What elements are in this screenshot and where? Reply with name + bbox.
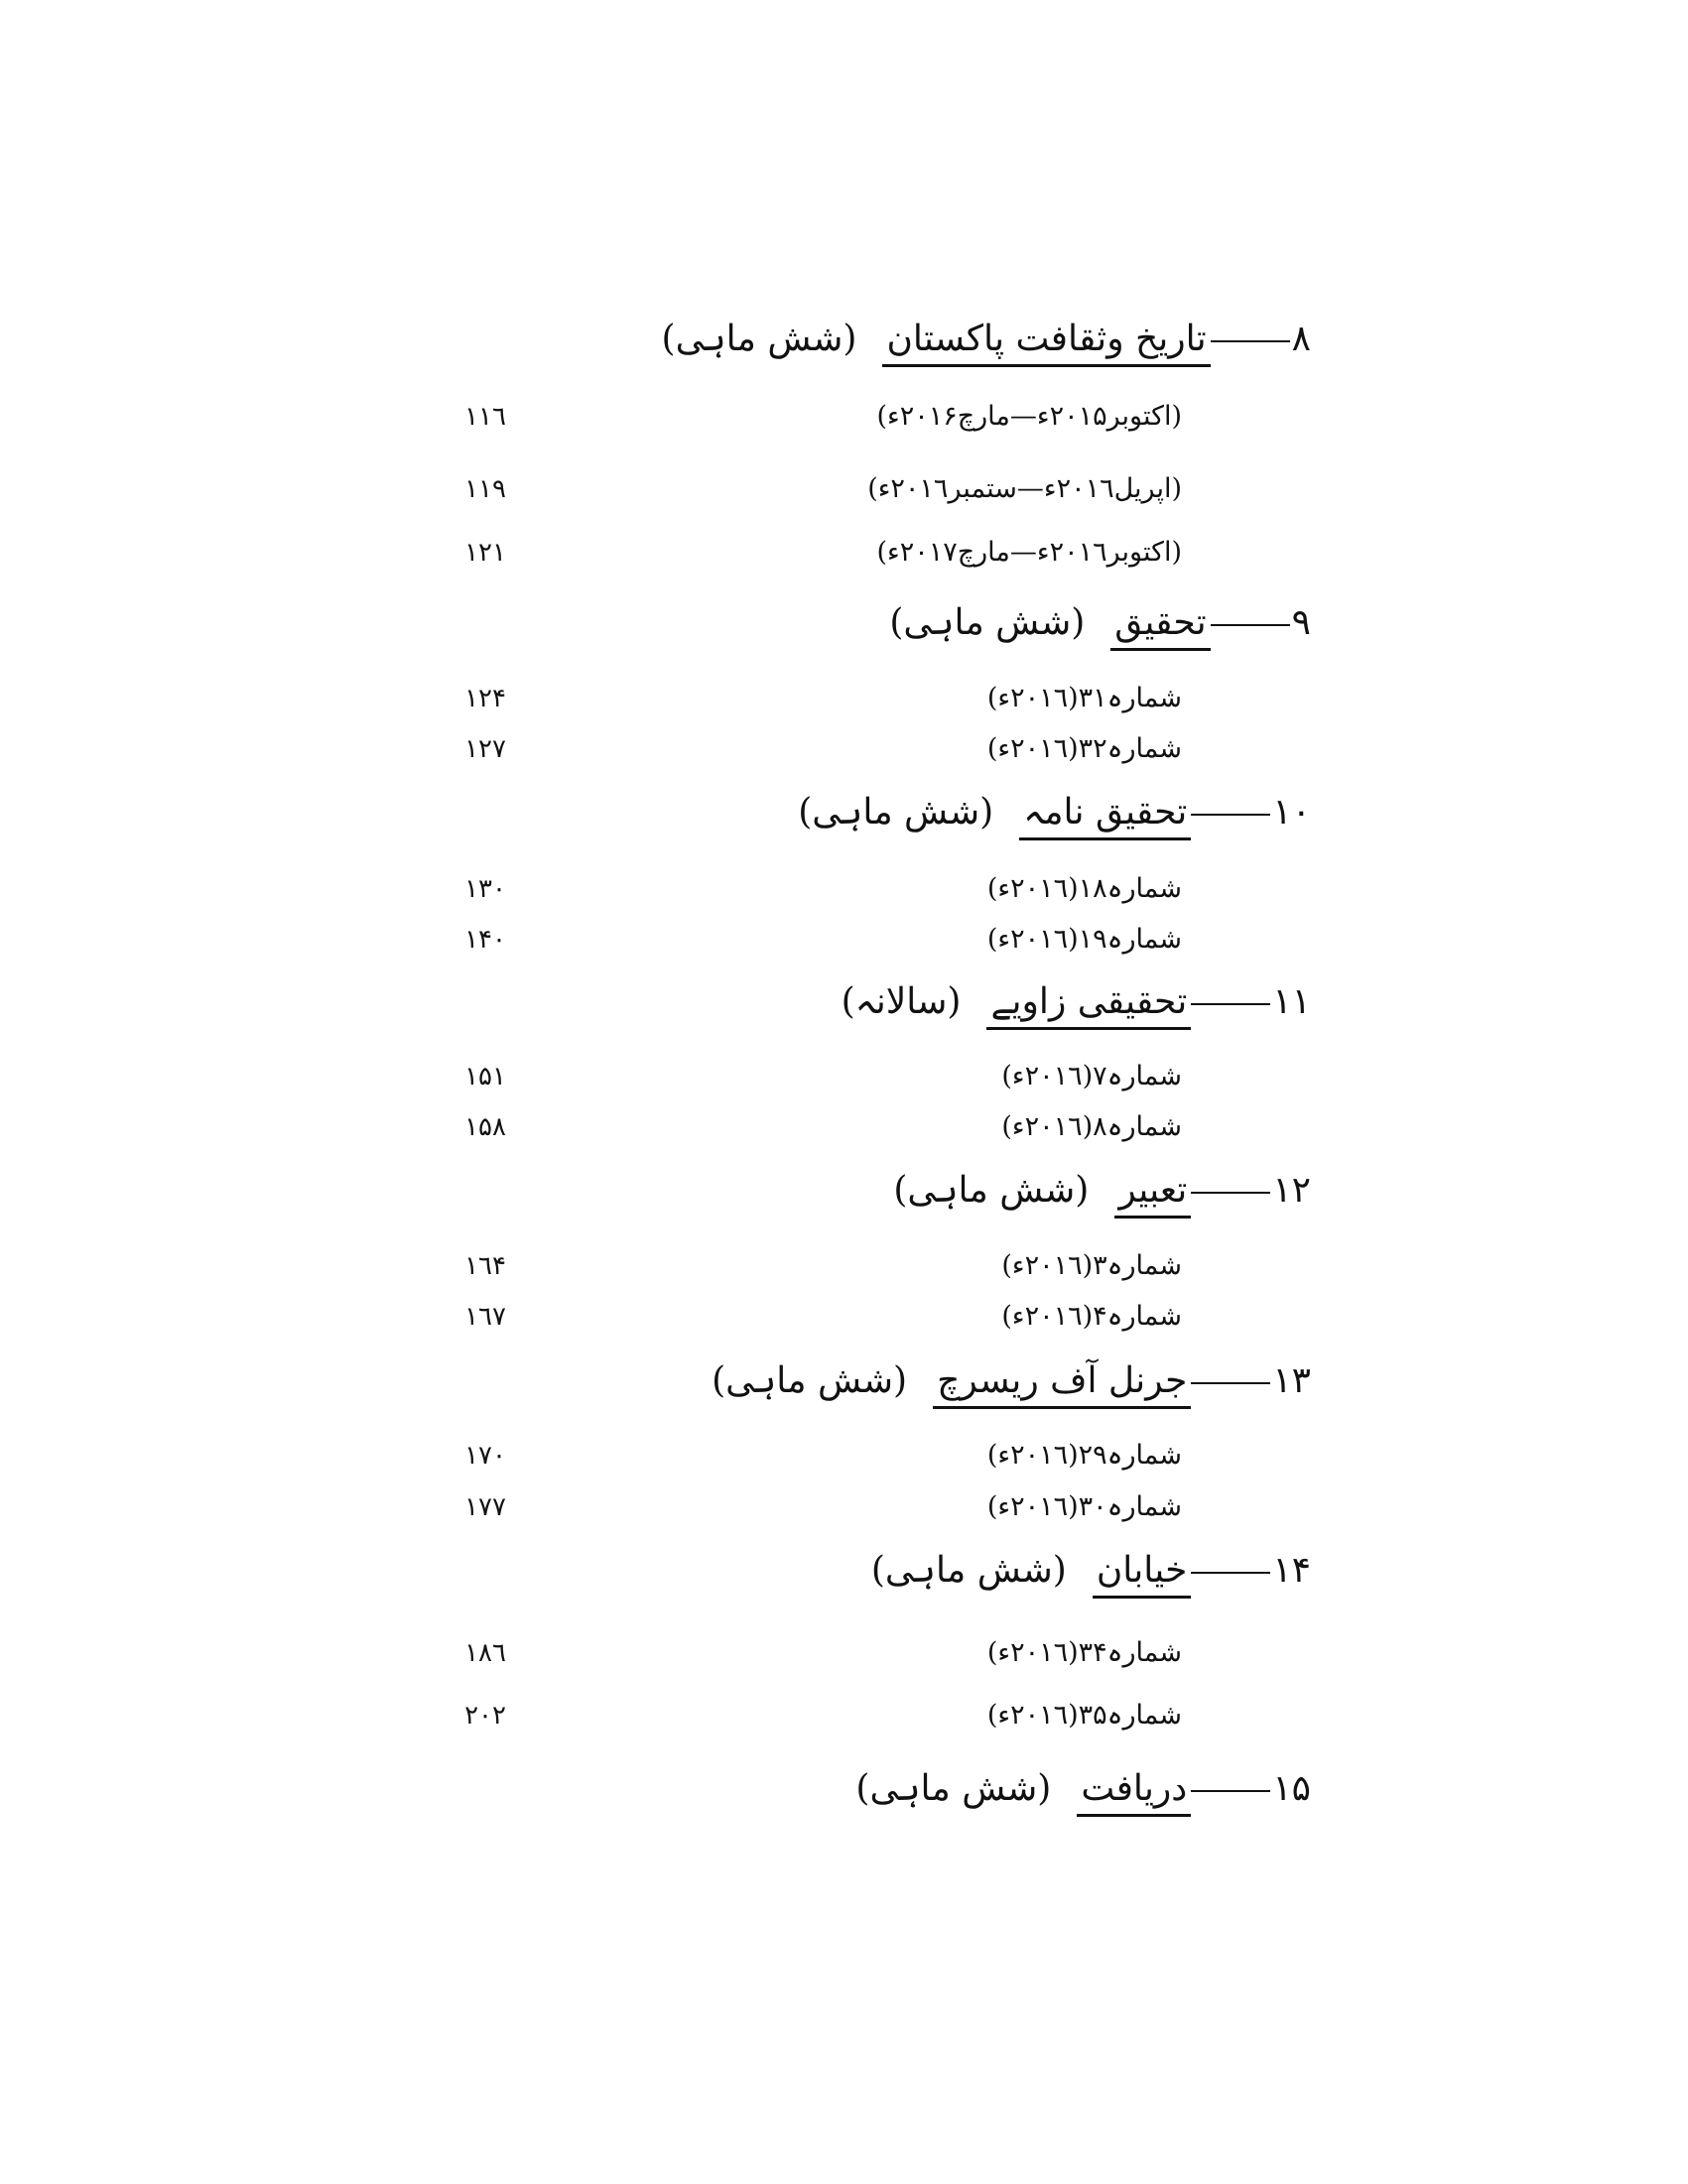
page-number: ۱۲۷ — [464, 734, 506, 764]
issue-entry: شمارہ۳۰(۲۰۱٦ء) — [986, 1491, 1182, 1522]
section-number: ۱۰ — [1272, 792, 1311, 833]
dash-rule — [1191, 1003, 1270, 1005]
section-heading — [616, 1541, 1311, 1601]
frequency-label: (شش ماہی) — [712, 1360, 908, 1401]
page-number: ۱۵۸ — [464, 1112, 506, 1142]
page-number: ۱۱٦ — [464, 402, 506, 432]
page-number: ۱۸٦ — [464, 1638, 506, 1668]
section-heading — [616, 972, 1311, 1032]
issue-entry: شمارہ۳(۲۰۱٦ء) — [1001, 1250, 1182, 1281]
journal-title: تعبیر — [1114, 1166, 1191, 1219]
page-number: ۱۵۱ — [464, 1062, 506, 1092]
issue-entry: شمارہ۱۹(۲۰۱٦ء) — [986, 924, 1182, 955]
dash-rule — [1191, 814, 1270, 816]
section-heading — [616, 1161, 1311, 1220]
section-number: ۱۵ — [1272, 1768, 1311, 1809]
journal-title: جرنل آف ریسرچ — [933, 1356, 1191, 1409]
page-number: ۱۴۰ — [464, 925, 506, 955]
section-heading — [616, 593, 1311, 653]
page-number: ۱٦۷ — [464, 1302, 506, 1332]
frequency-label: (شش ماہی) — [855, 1768, 1052, 1809]
dash-rule — [1191, 1382, 1270, 1384]
frequency-label: (شش ماہی) — [889, 602, 1086, 643]
section-heading — [616, 1351, 1311, 1411]
page-number: ۱۷۷ — [464, 1492, 506, 1522]
section-number: ۱۳ — [1272, 1360, 1311, 1401]
issue-entry: شمارہ۱۸(۲۰۱٦ء) — [986, 873, 1182, 904]
section-heading — [616, 1759, 1311, 1819]
section-number: ۱۲ — [1272, 1170, 1311, 1211]
journal-title: تحقیقی زاویے — [986, 977, 1191, 1030]
issue-entry: (اکتوبر۲۰۱۵ء—مارچ۲۰۱۶ء) — [876, 401, 1182, 432]
page-number: ۱۲۴ — [464, 684, 506, 713]
journal-title: تحقیق — [1110, 598, 1210, 651]
issue-entry: شمارہ۲۹(۲۰۱٦ء) — [986, 1440, 1182, 1471]
issue-entry: شمارہ۳۵(۲۰۱٦ء) — [986, 1700, 1182, 1731]
page-number: ۱۲۱ — [464, 538, 506, 568]
frequency-label: (شش ماہی) — [870, 1550, 1067, 1591]
frequency-label: (سالانہ) — [841, 981, 962, 1022]
issue-entry: شمارہ۷(۲۰۱٦ء) — [1001, 1061, 1182, 1092]
section-number: ۸ — [1291, 319, 1311, 359]
issue-entry: شمارہ۴(۲۰۱٦ء) — [1001, 1301, 1182, 1332]
issue-entry: شمارہ۳۴(۲۰۱٦ء) — [986, 1637, 1182, 1668]
journal-title: تحقیق نامہ — [1019, 788, 1191, 840]
frequency-label: (شش ماہی) — [798, 792, 994, 833]
section-heading — [616, 783, 1311, 842]
section-number: ۹ — [1291, 602, 1311, 643]
frequency-label: (شش ماہی) — [661, 319, 857, 359]
journal-title: خیابان — [1093, 1546, 1192, 1599]
journal-title: تاریخ وثقافت پاکستان — [882, 315, 1210, 367]
page-number: ۲۰۲ — [464, 1701, 506, 1731]
dash-rule — [1211, 340, 1290, 342]
page-number: ۱۷۰ — [464, 1441, 506, 1471]
issue-entry: (اکتوبر۲۰۱٦ء—مارچ۲۰۱۷ء) — [876, 537, 1182, 568]
dash-rule — [1211, 624, 1290, 626]
issue-entry: شمارہ۸(۲۰۱٦ء) — [1001, 1111, 1182, 1142]
section-number: ۱۱ — [1272, 981, 1311, 1022]
dash-rule — [1191, 1572, 1270, 1574]
section-number: ۱۴ — [1272, 1550, 1311, 1591]
page-number: ۱٦۴ — [464, 1251, 506, 1281]
dash-rule — [1191, 1790, 1270, 1792]
issue-entry: شمارہ۳۲(۲۰۱٦ء) — [986, 733, 1182, 764]
dash-rule — [1191, 1192, 1270, 1194]
section-heading — [616, 310, 1311, 369]
page-number: ۱۳۰ — [464, 874, 506, 904]
frequency-label: (شش ماہی) — [893, 1170, 1090, 1211]
journal-title: دریافت — [1077, 1764, 1191, 1817]
page-number: ۱۱۹ — [464, 474, 506, 504]
issue-entry: (اپریل۲۰۱٦ء—ستمبر۲۰۱٦ء) — [867, 473, 1182, 504]
issue-entry: شمارہ۳۱(۲۰۱٦ء) — [986, 683, 1182, 713]
